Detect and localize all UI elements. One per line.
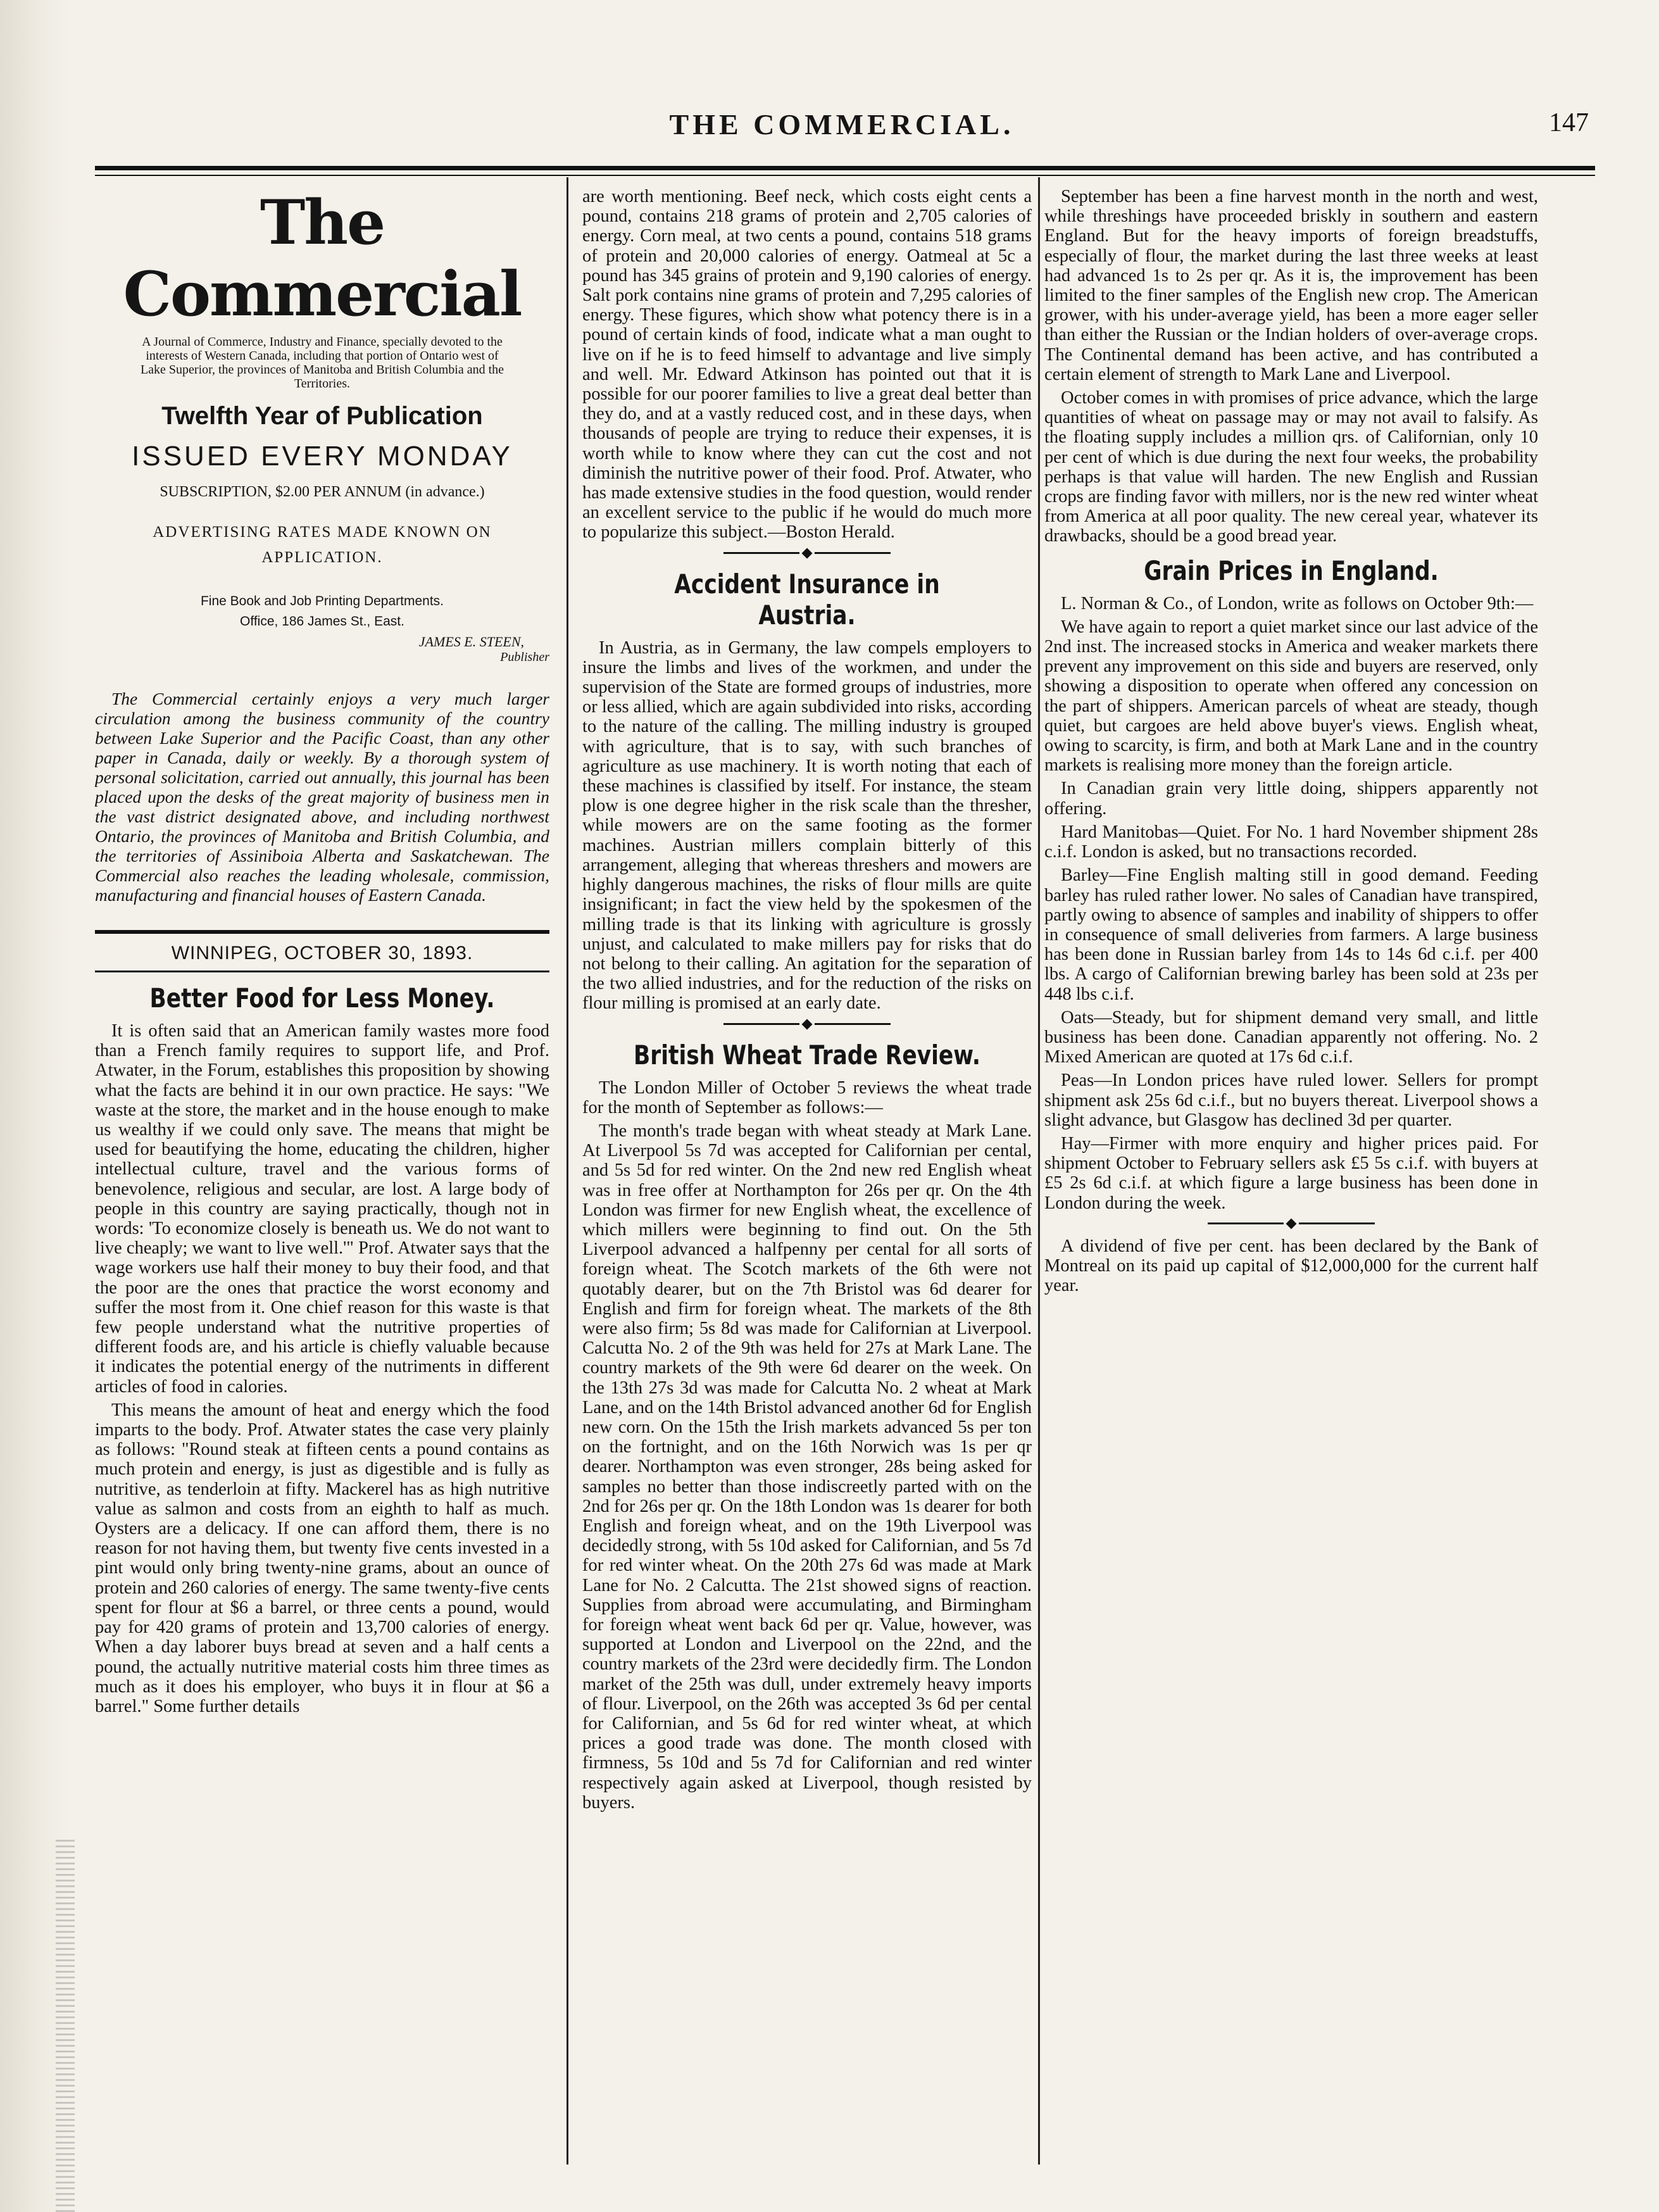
- article-paragraph: The month's trade began with wheat steady at Mark Lane. At Liverpool 5s 7d was accepted for Californian per cental, and 5s 5d for red winter. On the 2nd new red English wheat was in free offer at Northampton for 26s per qr. On the 4th London was firmer for new English wheat, the excellence of which millers were beginning to find out. On the 5th Liverpool advanced a halfpenny per cental for all sorts of foreign wheat. The Scotch markets of the 6th were not quotably dearer, but on the 7th Bristol was 6d dearer for English and firm for foreign wheat. The markets of the 8th were also firm; 5s 8d was made for Californian at Liverpool. Calcutta No. 2 of the 9th was held for 27s at Mark Lane. The country markets of the 9th were 6d dearer on the week. On the 13th 27s 3d was made for Calcutta No. 2 wheat at Mark Lane, and on the 14th Bristol advanced another 6d for English new corn. On the 15th the Irish markets advanced 5s per ton on the fortnight, and on the 16th Norwich was 1s per qr dearer. Northampton was even stronger, 28s being asked for samples no better than those indiscreetly parted with on the 2nd for 26s per qr. On the 18th London was 1s dearer for both English and foreign wheat, and on the 19th Liverpool was decidedly strong, with 5s 10d asked for Californian, and 5s 7d for red winter wheat. On the 20th 27s 6d was made at Mark Lane for No. 2 Calcutta. The 21st showed signs of reaction. Supplies from abroad were accumulating, and Birmingham for foreign wheat went back 6d per qr. Value, however, was supported at London and Liverpool on the 22nd, and the country markets of the 23rd were decidedly firm. The London market of the 25th was dull, under extremely heavy imports of flour. Liverpool, on the 26th was accepted 3s 6d per cental for Californian, and 5s 6d for red winter wheat, at which prices a good trade was done. The month closed with firmness, 5s 10d and 5s 7d for Californian and red winter respectively again asked at Liverpool, though resisted by buyers.: [582, 1121, 1032, 1813]
- page-number: 147: [1549, 108, 1589, 137]
- article-paragraph: Hard Manitobas—Quiet. For No. 1 hard November shipment 28s c.i.f. London is asked, but no transactions recorded.: [1044, 822, 1538, 862]
- column-divider: [1038, 177, 1040, 2165]
- article-paragraph: are worth mentioning. Beef neck, which costs eight cents a pound, contains 218 grams of protein and 2,705 calories of energy. Corn meal, at two cents a pound, contains 518 grams of protein and 20,000 calories of energy. Oatmeal at 5c a pound has 345 grains of protein and 9,190 calories of energy. Salt pork contains nine grams of protein and 7,295 calories of energy. These figures, which show what potency there is in a pound of certain kinds of food, indicate what a man ought to live on if he is to feed himself to advantage and live simply and well. Mr. Edward Atkinson has pointed out that it is possible for our poorer families to live a great deal better than they do, and at a vastly reduced cost, and in these days, when thousands of people are trying to reduce their expenses, it is worth while to know where they can cut the cost and not diminish the nutritive power of their food. Prof. Atwater, who has made extensive studies in the food question, would render an excellent service to the public if he would do much more to popularize this subject.—Boston Herald.: [582, 187, 1032, 543]
- header-rule: [95, 166, 1595, 170]
- office-address: Office, 186 James St., East.: [240, 614, 404, 629]
- column-2: [582, 187, 1032, 2165]
- article-paragraph: The London Miller of October 5 reviews the wheat trade for the month of September as follows:—: [582, 1078, 1032, 1117]
- section-separator: [582, 1017, 1032, 1031]
- article-paragraph: In Austria, as in Germany, the law compels employers to insure the limbs and lives of the workmen, and under the supervision of the State are formed groups of industries, more or less allied, which are again subdivided into risks, according to the nature of the calling. The milling industry is grouped with agriculture, that is to say, with such branches of agriculture as use machinery. It is worth noting that each of these machines is classified by itself. For instance, the steam plow is one degree higher in the risk scale than the thresher, while mowers are on the same footing as the former machines. Austrian millers complain bitterly of this arrangement, alleging that whereas threshers and mowers are highly dangerous machines, the risks of flour mills are quite insignificant; in fact the view held by the spokesmen of the milling trade is that its linking with agriculture is grossly unjust, and calculated to make millers pay for risks that do not belong to their calling. An agitation for the separation of the two allied industries, and for the reduction of the risks on flour milling is promised at an early date.: [582, 638, 1032, 1014]
- running-title: THE COMMERCIAL.: [669, 108, 1015, 141]
- article-paragraph: A dividend of five per cent. has been declared by the Bank of Montreal on its paid up capital of $12,000,000 for the current half year.: [1044, 1236, 1538, 1296]
- dateline: WINNIPEG, OCTOBER 30, 1893.: [171, 943, 473, 964]
- column-1: [95, 187, 549, 2165]
- page-edge-texture: [56, 1836, 75, 2212]
- article-paragraph: It is often said that an American family wastes more food than a French family requires to support life, and Prof. Atwater, in the Forum, establishes this proposition by showing what the facts are behind it in our own practice. He says: "We waste at the store, the market and in the house enough to make us wealthy if we could only save. The means that might be used for beautifying the home, educating the children, higher intellectual culture, travel and the various forms of benevolence, religious and secular, are lost. A large body of people in this country are saying practically, though not in words: 'To economize closely is beneath us. We do not want to live cheaply; we want to live well.'" Prof. Atwater says that the wage workers use half their money to buy their food, and that the poor are the ones that practice the worst economy and suffer the most from it. One chief reason for this waste is that few people understand what the nutritive properties of different foods are, and his article is chiefly valuable because it indicates the potential energy of the nutriments in different articles of food in calories.: [95, 1021, 549, 1397]
- masthead-description: A Journal of Commerce, Industry and Finance, specially devoted to the interests of Western Canada, including that portion of Ontario west of Lake Superior, the provinces of Manitoba and British Columbia and the Territories.: [140, 335, 504, 391]
- article-paragraph: Peas—In London prices have ruled lower. Sellers for prompt shipment ask 25s 6d c.i.f., but no buyers thereat. Liverpool shows a slight advance, but Glasgow has declined 3d per quarter.: [1044, 1071, 1538, 1130]
- article-paragraph: We have again to report a quiet market since our last advice of the 2nd inst. The increased stocks in America and weaker markets there prevent any improvement on this side and buyers are reserved, only showing a disposition to operate when offered any concession on the part of shippers. American parcels of wheat are steady, though quiet, but cargoes are held above buyer's views. English wheat, owing to scarcity, is firm, and both at Mark Lane and in the country markets is realising more money than the foreign article.: [1044, 617, 1538, 776]
- publisher-title: Publisher: [500, 650, 549, 664]
- article-paragraph: L. Norman & Co., of London, write as follows on October 9th:—: [1061, 593, 1534, 613]
- circulation-notice: The Commercial certainly enjoys a very much larger circulation among the business community of the country between Lake Superior and the Pacific Coast, than any other paper in Canada, daily or weekly. By a thorough system of personal solicitation, carried out annually, this journal has been placed upon the desks of the great majority of business men in the vast district designated above, and including northwest Ontario, the provinces of Manitoba and British Columbia, and the territories of Assiniboia Alberta and Saskatchewan. The Commercial also reaches the leading wholesale, commission, manufacturing and financial houses of Eastern Canada.: [95, 689, 549, 905]
- article-title-accident-insurance: Accident Insurance in Austria.: [674, 568, 940, 631]
- header-rule-thin: [95, 175, 1595, 176]
- subscription-line: SUBSCRIPTION, $2.00 PER ANNUM (in advance.): [160, 484, 485, 500]
- column-3: [1044, 187, 1538, 2165]
- article-paragraph: In Canadian grain very little doing, shippers apparently not offering.: [1044, 779, 1538, 819]
- masthead-title: The Commercial: [123, 187, 522, 330]
- publisher-name: JAMES E. STEEN,: [418, 634, 524, 650]
- article-paragraph: Barley—Fine English malting still in good demand. Feeding barley has ruled rather lower. No sales of Canadian have transpired, partly owing to absence of samples and inability of shippers to offer in consequence of small deliveries from farmers. A large business has been done in Russian barley from 14s to 14s 6d c.i.f. per 400 lbs. A cargo of Californian brewing barley has been sold at 23s per 448 lbs c.i.f.: [1044, 865, 1538, 1004]
- column-divider: [567, 177, 568, 2165]
- article-paragraph: September has been a fine harvest month in the north and west, while threshings have proceeded briskly in southern and eastern England. But for the heavy imports of foreign breadstuffs, especially of flour, the market during the last three weeks at least had advanced 1s to 2s per qr. As it is, the improvement has been limited to the finer samples of the English new crop. The American grower, with his under-average yield, has been a more eager seller than either the Russian or the Indian holders of over-average crops. The Continental demand has been active, and has contributed a certain element of strength to Mark Lane and Liverpool.: [1044, 187, 1538, 384]
- article-title-british-wheat: British Wheat Trade Review.: [633, 1039, 980, 1071]
- section-separator: [1044, 1217, 1538, 1230]
- twelfth-year-line: Twelfth Year of Publication: [161, 402, 483, 430]
- article-title-grain-prices: Grain Prices in England.: [1144, 555, 1439, 586]
- article-paragraph: October comes in with promises of price advance, which the large quantities of wheat on passage may or may not avail to falsify. As the floating supply includes a million qrs. of Californian, only 10 per cent of which is due during the next four weeks, the probability perhaps is that value will harden. The new English and Russian crops are finding favor with millers, nor is the new red winter wheat from America at all poor quality. The new cereal year, whatever its drawbacks, should be a good bread year.: [1044, 388, 1538, 546]
- dateline-box: [95, 930, 549, 972]
- article-paragraph: Hay—Firmer with more enquiry and higher prices paid. For shipment October to February sellers ask £5 5s c.i.f. with buyers at £5 2s 6d c.i.f. at which figure a large business has been done in London during the week.: [1044, 1133, 1538, 1213]
- article-title-better-food: Better Food for Less Money.: [149, 983, 495, 1014]
- advertising-rates: ADVERTISING RATES MADE KNOWN ON APPLICATION.: [153, 524, 492, 566]
- issued-every-monday: ISSUED EVERY MONDAY: [132, 441, 513, 472]
- article-paragraph: Oats—Steady, but for shipment demand very small, and little business has been done. Canadian apparently not offering. No. 2 Mixed American are quoted at 17s 6d c.i.f.: [1044, 1007, 1538, 1067]
- section-separator: [582, 546, 1032, 560]
- article-paragraph: This means the amount of heat and energy which the food imparts to the body. Prof. Atwater states the case very plainly as follows: "Round steak at fifteen cents a pound contains as much protein and energy, is just as digestible and is fully as nutritive, as tenderloin at fifty. Mackerel has as high nutritive value as salmon and costs from an eighth to half as much. Oysters are a delicacy. If one can afford them, there is no reason for not having them, but twenty five cents invested in a pint would only bring twenty-nine grams, about an ounce of protein and 260 calories of energy. The same twenty-five cents spent for flour at $6 a barrel, or three cents a pound, would pay for 420 grams of protein and 13,700 calories of energy. When a day laborer buys bread at seven and a half cents a pound, the actually nutritive material costs him three times as much as it does his employer, who buys it in flour at $6 a barrel." Some further details: [95, 1400, 549, 1716]
- printing-departments: Fine Book and Job Printing Departments.: [200, 594, 444, 608]
- page-header: [95, 108, 1589, 152]
